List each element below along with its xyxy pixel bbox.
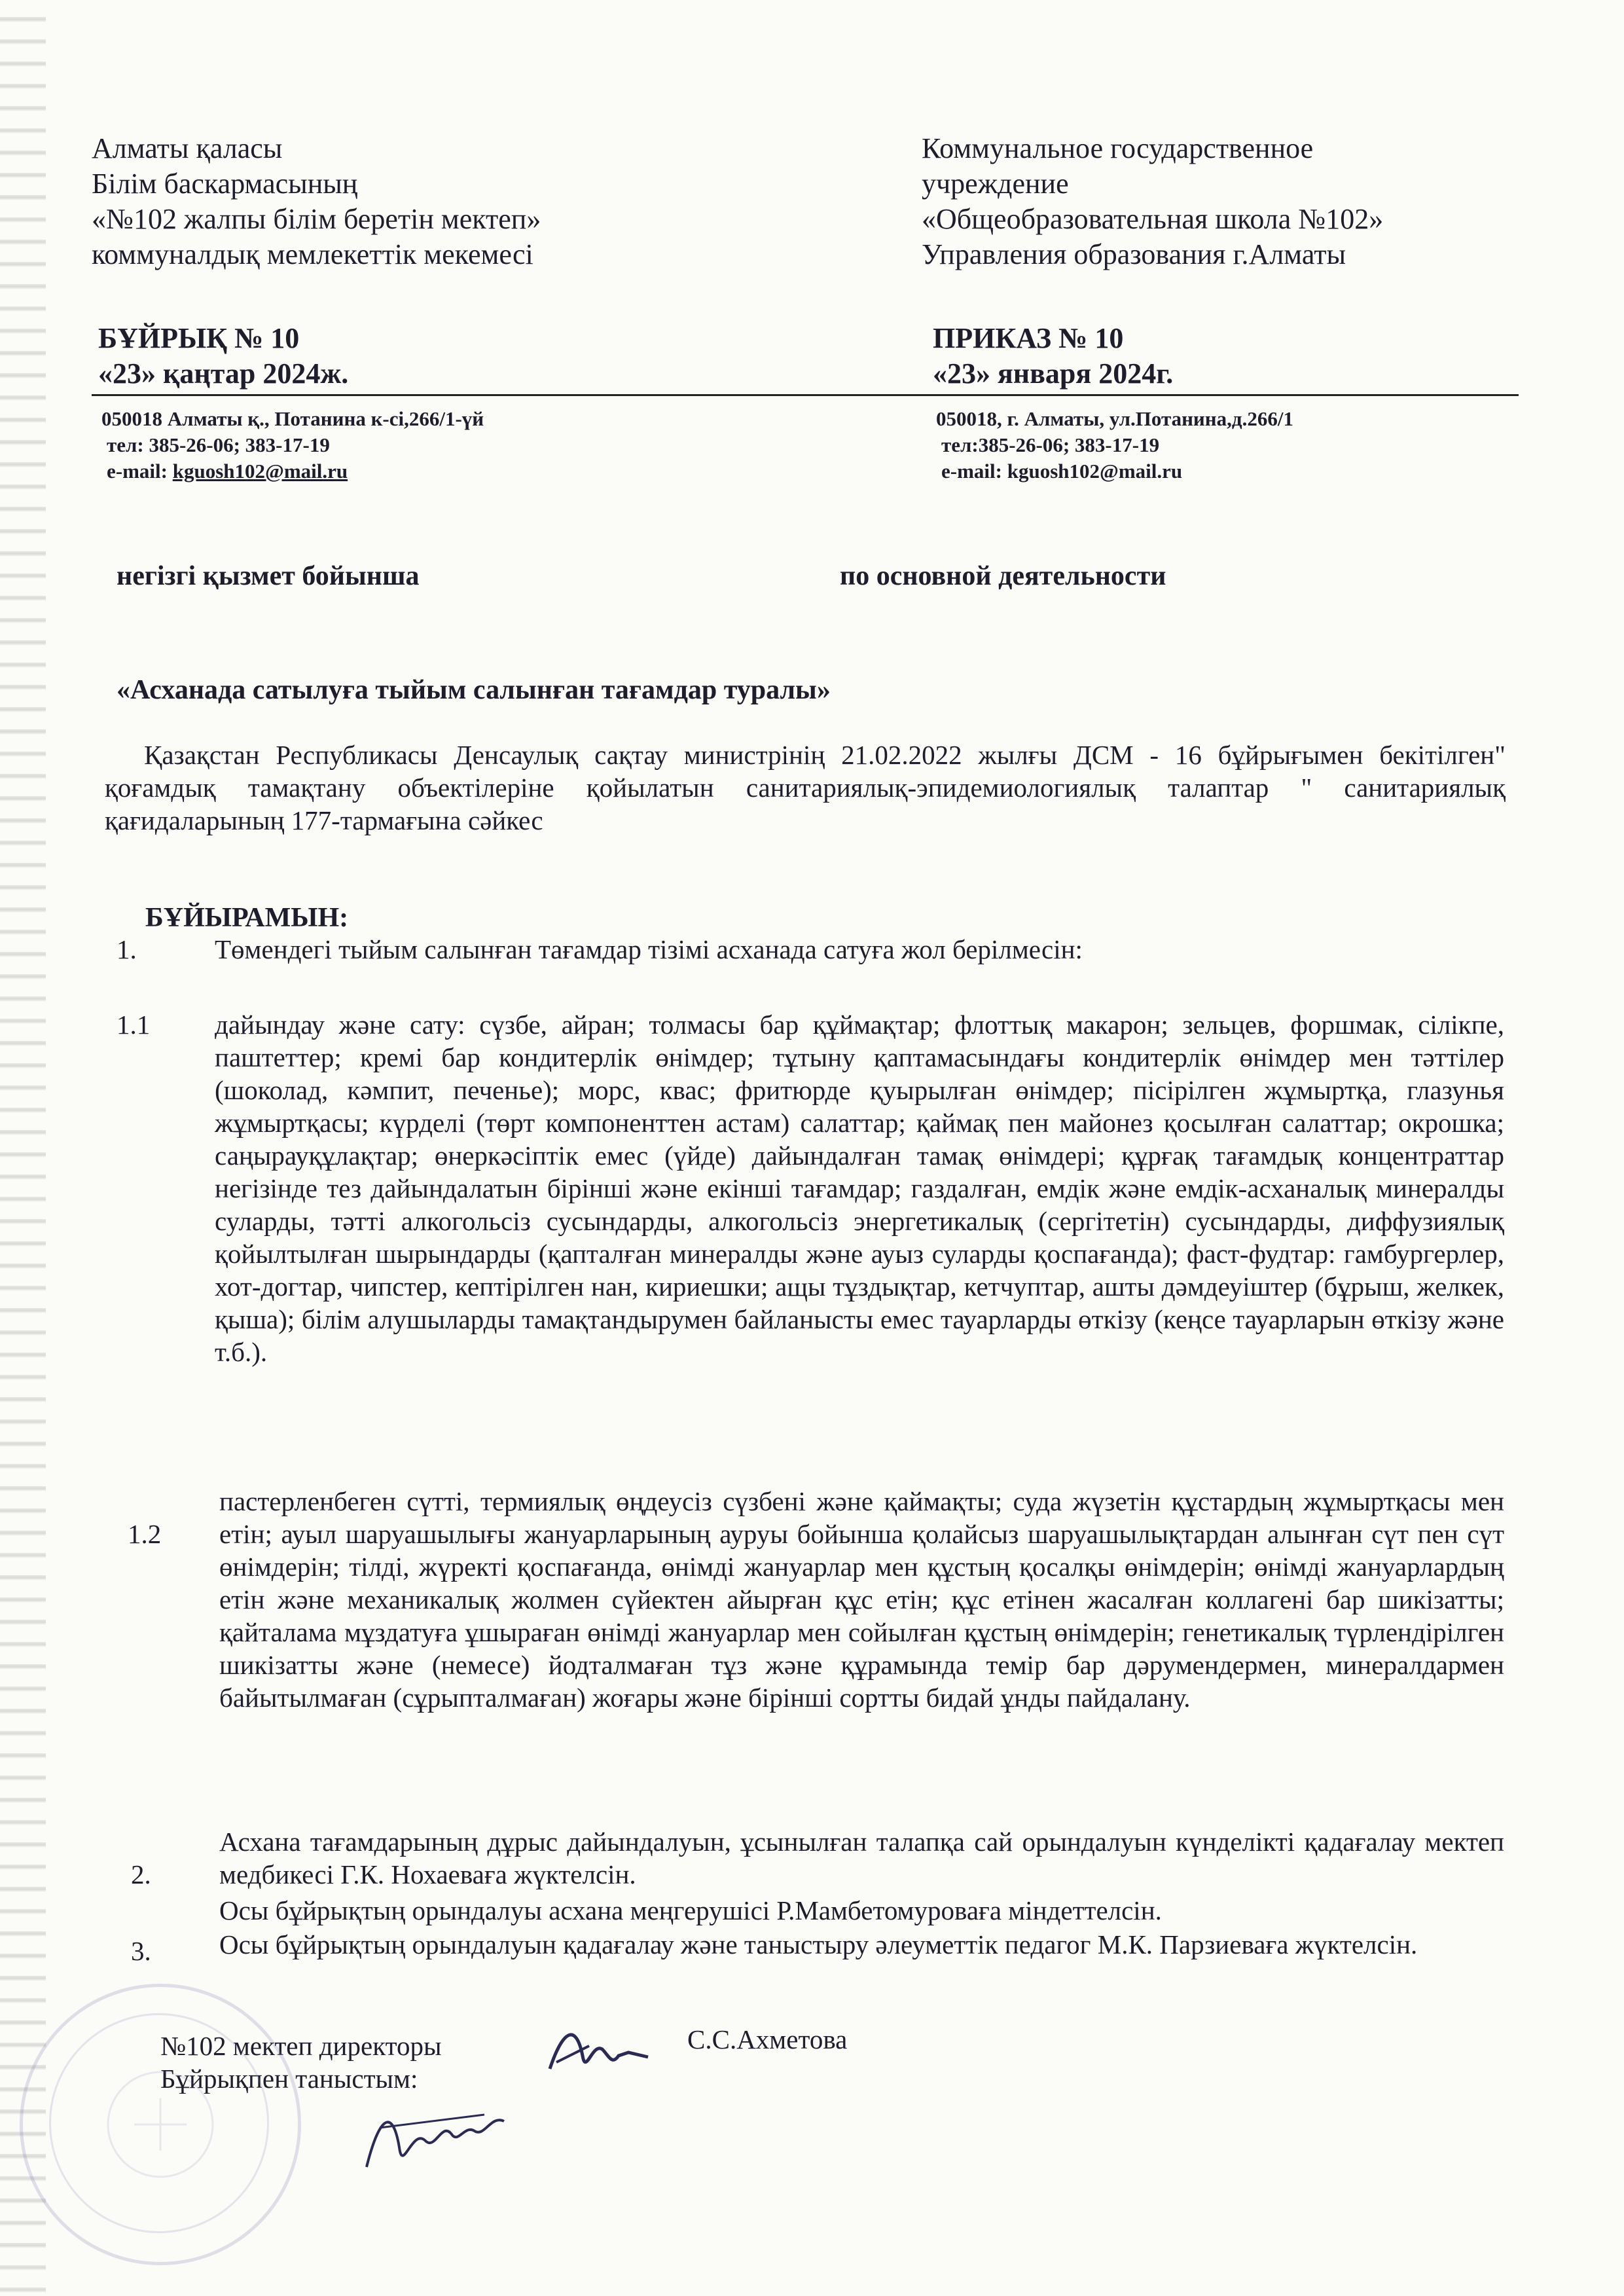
phone-kz: тел: 385-26-06; 383-17-19	[107, 433, 330, 456]
item-number: 2.	[131, 1859, 151, 1889]
item-text: Осы бұйрықтың орындалуы асхана меңгерушісі Р.Мамбетомуроваға міндеттелсін.	[219, 1895, 1162, 1925]
address-kz: 050018 Алматы қ., Потанина к-сі,266/1-үй	[101, 407, 484, 430]
email-kz-line	[101, 458, 484, 484]
director-name: С.С.Ахметова	[687, 2024, 848, 2054]
header-left-line: Алматы қаласы	[92, 132, 283, 164]
email-kz-link[interactable]: kguosh102@mail.ru	[172, 460, 348, 483]
phone-ru: тел:385-26-06; 383-17-19	[941, 433, 1160, 456]
item-number: 3.	[131, 1936, 151, 1966]
header-right-line: Коммунальное государственное	[922, 132, 1314, 164]
stamp-pattern	[23, 1987, 298, 2262]
order-kz	[98, 321, 348, 392]
preamble: Қазақстан Республикасы Денсаулық сақтау министрінің 21.02.2022 жылғы ДСМ - 16 бұйрығымен бекітілген" қоғамдық тамақтану объектілеріне қойылатын санитариялық-эпидемиологиялық талаптар " санитариялық қағидаларының 177-тармағына сәйкес	[105, 740, 1506, 835]
order-ru-title: ПРИКАЗ № 10	[933, 322, 1124, 354]
contacts-kz	[101, 406, 484, 484]
email-ru-line	[936, 458, 1293, 484]
item-number: 1.1	[117, 1010, 151, 1040]
header-left-line: коммуналдық мемлекеттік мекемесі	[92, 238, 533, 270]
order-kz-title: БҰЙРЫҚ № 10	[98, 322, 300, 354]
email-ru-link[interactable]: kguosh102@mail.ru	[1007, 460, 1183, 483]
contacts-ru	[936, 406, 1293, 484]
item-text: пастерленбеген сүтті, термиялық өңдеусіз сүзбені және қаймақты; суда жүзетін құстардың жұмыртқасы мен етін; ауыл шаруашылығы жануарларының ауруы бойынша қолайсыз шаруашылықтардан алынған сүт пен сүт өнімдерін; тілді, жүректі қоспағанда, өнімді жануарлар мен құстың қосалқы өнімдерін; өнімді жануарлардың етін және механикалық жолмен сүйектен айырған құс етін; құс етінен жасалған коллагені бар шикізатты; қайталама мұздатуға ұшыраған өнімді жануарлар мен сойылған құстың өнімдерін; генетикалық түрлендірілген шикізатты және (немесе) йодталмаған тұз және құрамында темір бар дәрумендермен, минералдармен байытылмаған (сұрыпталмаған) жоғары және бірінші сортты бидай ұнды пайдалану.	[219, 1486, 1504, 1713]
school-stamp	[20, 1984, 301, 2265]
order-ru	[933, 321, 1173, 392]
supervision-text: Осы бұйрықтың орындалуын қадағалау және таныстыру әлеуметтік педагог М.К. Парзиеваға жүктелсін.	[219, 1929, 1418, 1959]
acquaintance-signature	[353, 2088, 524, 2193]
item-text: Асхана тағамдарының дұрыс дайындалуын, ұсынылған талапқа сай орындалуын күнделікті қадағалау мектеп медбикесі Г.К. Нохаеваға жүктелсін.	[219, 1827, 1504, 1889]
topic-ru: по основной деятельности	[840, 561, 1166, 591]
order-ru-date: «23» января 2024г.	[933, 357, 1174, 390]
director-signature	[543, 2016, 661, 2088]
header-left	[92, 131, 541, 272]
email-ru-label: e-mail:	[941, 460, 1007, 483]
item-text: Төмендегі тыйым салынған тағамдар тізімі асханада сатуға жол берілмесін:	[215, 934, 1083, 964]
topic-kz: негізгі қызмет бойынша	[117, 561, 420, 591]
item-number: 1.	[117, 934, 137, 964]
scan-edge-artifact	[0, 0, 46, 2296]
header-right-line: «Общеобразовательная школа №102»	[922, 203, 1384, 235]
header-right-line: Управления образования г.Алматы	[922, 238, 1346, 270]
header-left-line: Білім баскармасының	[92, 168, 358, 200]
director-position: №102 мектеп директоры	[160, 2031, 442, 2061]
acquainted-label: Бұйрықпен таныстым:	[160, 2064, 418, 2094]
item-number: 1.2	[128, 1519, 162, 1549]
order-kz-date: «23» қаңтар 2024ж.	[98, 357, 349, 390]
header-right	[922, 131, 1383, 272]
item-text: дайындау және сату: сүзбе, айран; толмасы бар құймақтар; флоттық макарон; зельцев, форшмак, сілікпе, паштеттер; кремі бар кондитерлік өнімдер; тұтыну қаптамасындағы кондитерлік өнімдер мен тәттілер (шоколад, кәмпит, печенье); морс, квас; фритюрде қуырылған өнімдер; пісірілген жұмыртқа, глазунья жұмыртқасы; күрделі (төрт компоненттен астам) салаттар; қаймақ пен майонез қосылған салаттар; окрошка; саңырауқұлақтар; өнеркәсіптік емес (үйде) дайындалған тамақ өнімдері; құрғақ тағамдық концентраттар негізінде тез дайындалатын бірінші және екінші тағамдар; газдалған, емдік және емдік-асханалық минералды суларды, тәтті алкогольсіз сусындарды, алкогольсіз энергетикалық (сергітетін) сусындарды, диффузиялық қойылтылған шырындарды (қапталған минералды және ауыз суларды қоспағанда); фаст-фудтар: гамбургерлер, хот-догтар, чипстер, кептірілген нан, кириешки; ащы тұздықтар, кетчуптар, ашты дәмдеуіштер (бұрыш, желкек, қыша); білім алушыларды тамақтандырумен байланысты емес тауарларды өткізу (кеңсе тауарларын өткізу және т.б.).	[215, 1010, 1504, 1367]
document-title: «Асханада сатылуға тыйым салынған тағамдар туралы»	[117, 675, 831, 705]
command-heading: БҰЙЫРАМЫН:	[145, 903, 349, 933]
header-left-line: «№102 жалпы білім беретін мектеп»	[92, 203, 541, 235]
header-divider	[92, 394, 1519, 396]
address-ru: 050018, г. Алматы, ул.Потанина,д.266/1	[936, 407, 1293, 430]
header-right-line: учреждение	[922, 168, 1069, 200]
email-kz-label: e-mail:	[107, 460, 173, 483]
